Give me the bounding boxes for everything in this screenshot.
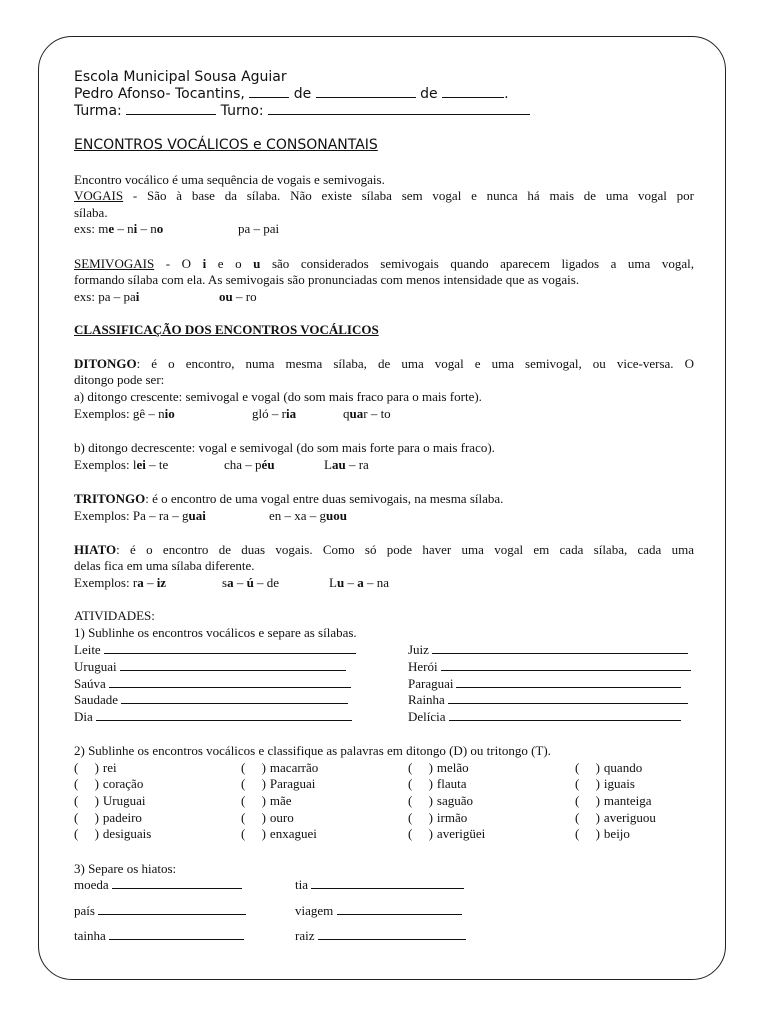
answer-parenthesis[interactable]: ( ) — [241, 776, 266, 791]
atividades-title: ATIVIDADES: — [74, 608, 155, 623]
q2-word: quando — [603, 760, 643, 775]
q2-word: manteiga — [603, 793, 652, 808]
answer-parenthesis[interactable]: ( ) — [575, 826, 600, 841]
answer-blank[interactable] — [98, 903, 246, 915]
q2-word: mãe — [269, 793, 292, 808]
q2-option — [74, 760, 117, 776]
question-3: 3) Separe os hiatos: — [74, 861, 177, 876]
answer-parenthesis[interactable]: ( ) — [74, 776, 99, 791]
question-2: 2) Sublinhe os encontros vocálicos e classifique as palavras em ditongo (D) ou tritongo (T). — [74, 743, 551, 758]
answer-blank[interactable] — [337, 903, 462, 915]
q3-item-tia: tia — [295, 877, 464, 893]
q2-option — [575, 826, 630, 842]
answer-parenthesis[interactable]: ( ) — [408, 776, 433, 791]
school-name: Escola Municipal Sousa Aguiar — [74, 69, 287, 85]
q2-word: Uruguai — [102, 793, 146, 808]
date-line: Pedro Afonso- Tocantins, de de . — [74, 86, 509, 102]
hiato-definition-cont: delas fica em uma sílaba diferente. — [74, 558, 255, 573]
q2-word: averigüei — [436, 826, 486, 841]
semivogais-definition: SEMIVOGAIS - O i e o u são considerados semivogais quando aparecem ligados a uma vogal, — [74, 256, 695, 271]
answer-parenthesis[interactable]: ( ) — [74, 810, 99, 825]
q2-word: rei — [102, 760, 117, 775]
vogais-definition-cont: sílaba. — [74, 205, 108, 220]
q2-word: beijo — [603, 826, 630, 841]
q1-item-paraguai: Paraguai — [408, 676, 681, 692]
q2-option — [408, 826, 485, 842]
ditongo-decrescente-example-3: Lau – ra — [324, 457, 369, 472]
q2-option — [241, 793, 292, 809]
tritongo-example-1: Exemplos: Pa – ra – guai — [74, 508, 206, 523]
q1-item-dia: Dia — [74, 709, 352, 725]
answer-blank[interactable] — [456, 676, 681, 688]
ditongo-crescente-example-3: quar – to — [343, 406, 391, 421]
q1-item-juiz: Juiz — [408, 642, 688, 658]
tritongo-example-2: en – xa – guou — [269, 508, 348, 523]
answer-blank[interactable] — [121, 692, 348, 704]
answer-blank[interactable] — [311, 877, 464, 889]
semivogais-example-1: exs: pa – pai — [74, 289, 140, 304]
q3-item-pais: país — [74, 903, 246, 919]
ditongo-crescente-example-1: Exemplos: gê – nio — [74, 406, 175, 421]
answer-parenthesis[interactable]: ( ) — [74, 826, 99, 841]
vogais-example-2: pa – pai — [238, 221, 280, 236]
q2-option — [74, 810, 142, 826]
answer-parenthesis[interactable]: ( ) — [575, 776, 600, 791]
semivogais-definition-cont: formando sílaba com ela. As semivogais são pronunciadas com menos intensidade que as vogais. — [74, 272, 580, 287]
answer-parenthesis[interactable]: ( ) — [74, 760, 99, 775]
hiato-definition: HIATO: é o encontro de duas vogais. Como só pode haver uma vogal em cada sílaba, cada uma — [74, 542, 694, 557]
q2-word: melão — [436, 760, 469, 775]
ditongo-decrescente: b) ditongo decrescente: vogal e semivogal (do som mais forte para o mais fraco). — [74, 440, 495, 455]
q2-word: coração — [102, 776, 144, 791]
q3-item-tainha: tainha — [74, 928, 244, 944]
hiato-example-1: Exemplos: ra – iz — [74, 575, 167, 590]
q2-option — [408, 810, 467, 826]
q2-word: averiguou — [603, 810, 656, 825]
q1-item-rainha: Rainha — [408, 692, 688, 708]
q2-word: ouro — [269, 810, 294, 825]
tritongo-definition: TRITONGO: é o encontro de uma vogal entre duas semivogais, na mesma sílaba. — [74, 491, 504, 506]
q1-item-heroi: Herói — [408, 659, 691, 675]
answer-parenthesis[interactable]: ( ) — [575, 793, 600, 808]
q2-word: enxaguei — [269, 826, 317, 841]
q1-item-sauva: Saúva — [74, 676, 351, 692]
semivogais-example-2: ou – ro — [219, 289, 257, 304]
q2-option — [575, 776, 635, 792]
answer-blank[interactable] — [432, 642, 688, 654]
q2-word: padeiro — [102, 810, 142, 825]
q2-option — [74, 793, 146, 809]
intro-line: Encontro vocálico é uma sequência de vogais e semivogais. — [74, 172, 385, 187]
q2-option — [74, 826, 151, 842]
q2-option — [408, 793, 473, 809]
question-1: 1) Sublinhe os encontros vocálicos e separe as sílabas. — [74, 625, 357, 640]
q2-word: saguão — [436, 793, 474, 808]
answer-parenthesis[interactable]: ( ) — [575, 760, 600, 775]
answer-blank[interactable] — [441, 659, 691, 671]
answer-blank[interactable] — [109, 676, 351, 688]
turma-blank[interactable] — [126, 103, 216, 115]
hiato-example-3: Lu – a – na — [329, 575, 389, 590]
answer-parenthesis[interactable]: ( ) — [241, 826, 266, 841]
q2-word: Paraguai — [269, 776, 316, 791]
q2-option — [74, 776, 143, 792]
section-title: CLASSIFICAÇÃO DOS ENCONTROS VOCÁLICOS — [74, 322, 379, 337]
answer-parenthesis[interactable]: ( ) — [74, 793, 99, 808]
q2-word: iguais — [603, 776, 635, 791]
answer-parenthesis[interactable]: ( ) — [408, 793, 433, 808]
answer-blank[interactable] — [318, 928, 466, 940]
answer-parenthesis[interactable]: ( ) — [408, 826, 433, 841]
turno-blank[interactable] — [268, 103, 530, 115]
q3-item-raiz: raiz — [295, 928, 466, 944]
page-title: ENCONTROS VOCÁLICOS e CONSONANTAIS — [74, 137, 378, 153]
ditongo-crescente: a) ditongo crescente: semivogal e vogal (do som mais fraco para o mais forte). — [74, 389, 482, 404]
year-blank[interactable] — [442, 86, 504, 98]
answer-blank[interactable] — [96, 709, 352, 721]
q1-item-delicia: Delícia — [408, 709, 681, 725]
month-blank[interactable] — [316, 86, 416, 98]
answer-parenthesis[interactable]: ( ) — [575, 810, 600, 825]
q2-word: irmão — [436, 810, 468, 825]
q2-option — [241, 810, 294, 826]
answer-blank[interactable] — [120, 659, 346, 671]
ditongo-definition: DITONGO: é o encontro, numa mesma sílaba, de uma vogal e uma semivogal, ou vice-versa. O — [74, 356, 694, 371]
q1-item-uruguai: Uruguai — [74, 659, 346, 675]
q2-option — [241, 776, 315, 792]
q2-word: desiguais — [102, 826, 152, 841]
q2-word: flauta — [436, 776, 467, 791]
ditongo-decrescente-example-2: cha – péu — [224, 457, 275, 472]
q1-item-leite: Leite — [74, 642, 356, 658]
q2-option — [241, 826, 317, 842]
q3-item-viagem: viagem — [295, 903, 462, 919]
ditongo-crescente-example-2: gló – ria — [252, 406, 297, 421]
hiato-example-2: sa – ú – de — [222, 575, 280, 590]
answer-blank[interactable] — [109, 928, 244, 940]
answer-blank[interactable] — [448, 692, 688, 704]
vogais-examples: exs: me – ni – no — [74, 221, 164, 236]
q2-word: macarrão — [269, 760, 319, 775]
answer-parenthesis[interactable]: ( ) — [408, 760, 433, 775]
ditongo-definition-cont: ditongo pode ser: — [74, 372, 165, 387]
answer-blank[interactable] — [449, 709, 681, 721]
ditongo-decrescente-example-1: Exemplos: lei – te — [74, 457, 169, 472]
q1-item-saudade: Saudade — [74, 692, 348, 708]
q2-option — [241, 760, 318, 776]
answer-parenthesis[interactable]: ( ) — [241, 793, 266, 808]
q2-option — [408, 760, 469, 776]
q2-option — [575, 810, 656, 826]
q2-option — [408, 776, 467, 792]
class-line: Turma: Turno: — [74, 103, 530, 119]
answer-parenthesis[interactable]: ( ) — [241, 810, 266, 825]
answer-parenthesis[interactable]: ( ) — [241, 760, 266, 775]
q2-option — [575, 760, 642, 776]
vogais-definition: VOGAIS - São à base da sílaba. Não existe sílaba sem vogal e nunca há mais de uma vogal por — [74, 188, 694, 203]
answer-blank[interactable] — [112, 877, 242, 889]
q2-option — [575, 793, 652, 809]
day-blank[interactable] — [249, 86, 289, 98]
answer-parenthesis[interactable]: ( ) — [408, 810, 433, 825]
answer-blank[interactable] — [104, 642, 356, 654]
q3-item-moeda: moeda — [74, 877, 242, 893]
